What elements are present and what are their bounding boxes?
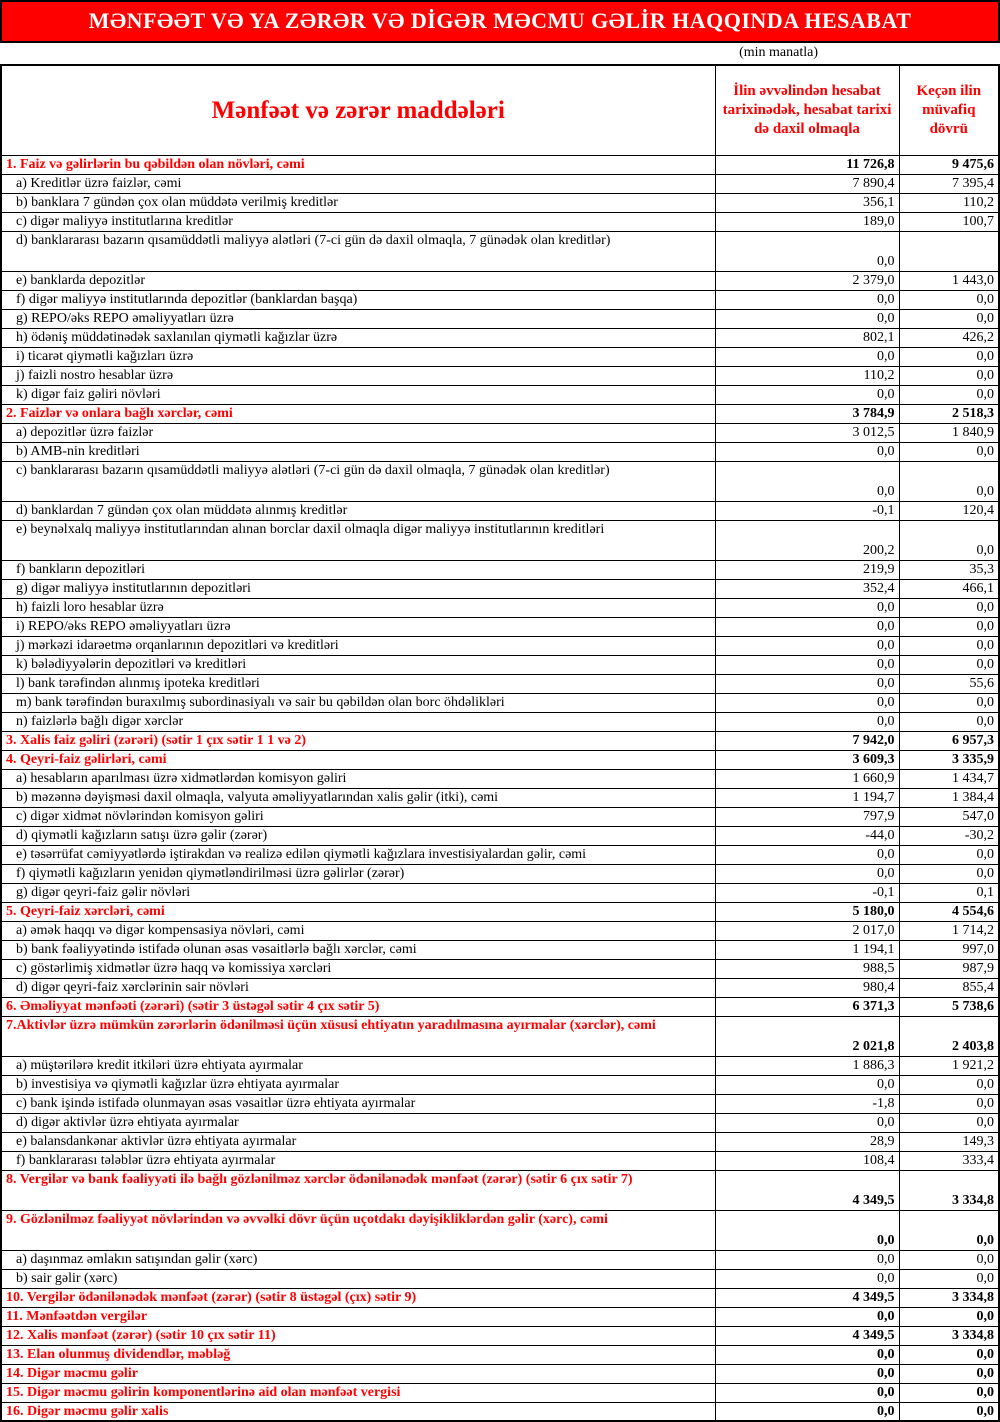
row-value-current-period: 219,9 (715, 560, 899, 579)
table-row (1, 290, 999, 309)
table-row (1, 347, 999, 366)
row-label: b) sair gəlir (xərc) (1, 1269, 715, 1288)
table-row (1, 174, 999, 193)
report-title: MƏNFƏƏT VƏ YA ZƏRƏR VƏ DİGƏR MƏCMU GƏLİR HAQQINDA HESABAT (0, 0, 1000, 43)
row-value-previous-period: 0,0 (899, 1075, 999, 1094)
table-row (1, 1383, 999, 1402)
table-row (1, 940, 999, 959)
table-row (1, 155, 999, 174)
row-label: 6. Əməliyyat mənfəəti (zərəri) (sətir 3 üstəgəl sətir 4 çıx sətir 5) (1, 997, 715, 1016)
table-row (1, 921, 999, 940)
row-value-previous-period: 0,0 (899, 598, 999, 617)
row-value-current-period: 0,0 (715, 674, 899, 693)
table-row (1, 579, 999, 598)
row-value-previous-period: 0,0 (899, 1402, 999, 1421)
row-label: l) bank tərəfindən alınmış ipoteka kreditləri (1, 674, 715, 693)
current-period-column-header: İlin əvvəlindən hesabat tarixinədək, hesabat tarixi də daxil olmaqla (715, 65, 899, 155)
row-value-current-period: 28,9 (715, 1132, 899, 1151)
row-value-previous-period: 0,0 (899, 366, 999, 385)
row-value-current-period: 980,4 (715, 978, 899, 997)
row-value-current-period: 7 890,4 (715, 174, 899, 193)
row-value-previous-period: 997,0 (899, 940, 999, 959)
table-row (1, 712, 999, 731)
row-value-current-period: 0,0 (715, 1113, 899, 1132)
row-label: g) digər qeyri-faiz gəlir növləri (1, 883, 715, 902)
row-value-current-period: 0,0 (715, 1345, 899, 1364)
row-label: 15. Digər məcmu gəlirin komponentlərinə aid olan mənfəət vergisi (1, 1383, 715, 1402)
row-label: c) bank işində istifadə olunmayan əsas vəsaitlər üzrə ehtiyata ayırmalar (1, 1094, 715, 1113)
row-value-current-period: 4 349,5 (715, 1288, 899, 1307)
table-row (1, 461, 999, 501)
table-row (1, 1269, 999, 1288)
row-value-current-period: 1 660,9 (715, 769, 899, 788)
row-label: a) əmək haqqı və digər kompensasiya növləri, cəmi (1, 921, 715, 940)
table-row (1, 902, 999, 921)
table-row (1, 212, 999, 231)
row-value-previous-period: 110,2 (899, 193, 999, 212)
items-column-header: Mənfəət və zərər maddələri (1, 65, 715, 155)
table-row (1, 1402, 999, 1421)
row-value-previous-period: 0,0 (899, 636, 999, 655)
row-value-previous-period: 0,1 (899, 883, 999, 902)
report-table-body (1, 155, 999, 1421)
table-row (1, 883, 999, 902)
row-label: i) ticarət qiymətli kağızları üzrə (1, 347, 715, 366)
row-label: b) AMB-nin kreditləri (1, 442, 715, 461)
row-value-previous-period: 1 434,7 (899, 769, 999, 788)
row-value-current-period: 0,0 (715, 461, 899, 501)
row-value-previous-period: 0,0 (899, 1250, 999, 1269)
row-value-previous-period: 0,0 (899, 845, 999, 864)
row-value-current-period: 1 194,7 (715, 788, 899, 807)
row-value-current-period: 0,0 (715, 290, 899, 309)
row-label: 5. Qeyri-faiz xərcləri, cəmi (1, 902, 715, 921)
row-label: e) banklarda depozitlər (1, 271, 715, 290)
row-value-current-period: 797,9 (715, 807, 899, 826)
row-value-current-period: 0,0 (715, 1075, 899, 1094)
row-value-current-period: 0,0 (715, 1269, 899, 1288)
row-value-current-period: 0,0 (715, 1402, 899, 1421)
table-row (1, 423, 999, 442)
table-row (1, 309, 999, 328)
row-value-current-period: 0,0 (715, 347, 899, 366)
row-value-current-period: 0,0 (715, 617, 899, 636)
row-value-previous-period: 4 554,6 (899, 902, 999, 921)
row-value-previous-period: 0,0 (899, 1345, 999, 1364)
row-label: h) ödəniş müddətinədək saxlanılan qiymətli kağızlar üzrə (1, 328, 715, 347)
row-label: b) bank fəaliyyətində istifadə olunan əsas vəsaitlərlə bağlı xərclər, cəmi (1, 940, 715, 959)
row-value-current-period: 3 784,9 (715, 404, 899, 423)
row-value-previous-period: 35,3 (899, 560, 999, 579)
table-row (1, 1113, 999, 1132)
row-label: h) faizli loro hesablar üzrə (1, 598, 715, 617)
row-label: j) mərkəzi idarəetmə orqanlarının depozitləri və kreditləri (1, 636, 715, 655)
row-label: m) bank tərəfindən buraxılmış subordinasiyalı və sair bu qəbildən olan borc öhdəlikləri (1, 693, 715, 712)
row-value-previous-period: 0,0 (899, 385, 999, 404)
row-label: n) faizlərlə bağlı digər xərclər (1, 712, 715, 731)
table-row (1, 1210, 999, 1250)
table-row (1, 560, 999, 579)
row-label: a) hesabların aparılması üzrə xidmətlərdən komisyon gəliri (1, 769, 715, 788)
row-value-current-period: 110,2 (715, 366, 899, 385)
row-value-previous-period: 2 403,8 (899, 1016, 999, 1056)
table-row (1, 674, 999, 693)
row-label: c) digər xidmət növlərindən komisyon gəliri (1, 807, 715, 826)
table-row (1, 769, 999, 788)
row-value-previous-period: 0,0 (899, 347, 999, 366)
row-value-current-period: 0,0 (715, 309, 899, 328)
table-row (1, 845, 999, 864)
row-label: 1. Faiz və gəlirlərin bu qəbildən olan növləri, cəmi (1, 155, 715, 174)
row-value-current-period: 0,0 (715, 385, 899, 404)
row-value-previous-period: 0,0 (899, 1307, 999, 1326)
row-value-previous-period: 855,4 (899, 978, 999, 997)
row-value-current-period: 2 379,0 (715, 271, 899, 290)
unit-note: (min manatla) (739, 45, 818, 60)
table-row (1, 959, 999, 978)
row-value-previous-period: 0,0 (899, 655, 999, 674)
row-value-current-period: 4 349,5 (715, 1170, 899, 1210)
row-value-current-period: 0,0 (715, 712, 899, 731)
row-value-current-period: 4 349,5 (715, 1326, 899, 1345)
table-row (1, 1345, 999, 1364)
table-row (1, 520, 999, 560)
row-value-previous-period: 333,4 (899, 1151, 999, 1170)
row-value-current-period: 108,4 (715, 1151, 899, 1170)
row-value-current-period: 2 017,0 (715, 921, 899, 940)
table-row (1, 598, 999, 617)
row-label: d) banklararası bazarın qısamüddətli maliyyə alətləri (7-ci gün də daxil olmaqla, 7 günədək olan kreditlər) (1, 231, 715, 271)
row-value-previous-period: 1 714,2 (899, 921, 999, 940)
row-value-current-period: 1 886,3 (715, 1056, 899, 1075)
table-row (1, 693, 999, 712)
row-value-previous-period: 2 518,3 (899, 404, 999, 423)
row-label: 4. Qeyri-faiz gəlirləri, cəmi (1, 750, 715, 769)
report-table (0, 64, 1000, 1422)
row-value-previous-period: 1 921,2 (899, 1056, 999, 1075)
row-value-current-period: 0,0 (715, 636, 899, 655)
row-value-previous-period: 6 957,3 (899, 731, 999, 750)
table-row (1, 997, 999, 1016)
table-row (1, 271, 999, 290)
row-label: 3. Xalis faiz gəliri (zərəri) (sətir 1 çıx sətir 1 1 və 2) (1, 731, 715, 750)
row-label: 11. Mənfəətdən vergilər (1, 1307, 715, 1326)
row-value-current-period: 0,0 (715, 442, 899, 461)
row-value-current-period: 0,0 (715, 655, 899, 674)
row-value-previous-period: 55,6 (899, 674, 999, 693)
row-label: k) digər faiz gəliri növləri (1, 385, 715, 404)
row-value-previous-period: 5 738,6 (899, 997, 999, 1016)
row-value-current-period: -0,1 (715, 501, 899, 520)
row-value-previous-period: 0,0 (899, 461, 999, 501)
table-row (1, 366, 999, 385)
row-value-current-period: 3 012,5 (715, 423, 899, 442)
table-row (1, 750, 999, 769)
row-value-current-period: 11 726,8 (715, 155, 899, 174)
row-value-previous-period: 0,0 (899, 1210, 999, 1250)
row-label: e) təsərrüfat cəmiyyətlərdə iştirakdan və realizə edilən qiymətli kağızlara investisiyalardan gəlir, cəmi (1, 845, 715, 864)
row-label: e) beynəlxalq maliyyə institutlarından alınan borclar daxil olmaqla digər maliyyə institutlarının kreditləri (1, 520, 715, 560)
row-value-previous-period: 149,3 (899, 1132, 999, 1151)
table-row (1, 636, 999, 655)
row-label: 2. Faizlər və onlara bağlı xərclər, cəmi (1, 404, 715, 423)
table-row (1, 978, 999, 997)
row-label: f) bankların depozitləri (1, 560, 715, 579)
row-label: f) digər maliyyə institutlarında depozitlər (banklardan başqa) (1, 290, 715, 309)
table-row (1, 1075, 999, 1094)
row-value-previous-period: 9 475,6 (899, 155, 999, 174)
row-value-previous-period: 7 395,4 (899, 174, 999, 193)
table-row (1, 193, 999, 212)
row-label: i) REPO/əks REPO əməliyyatları üzrə (1, 617, 715, 636)
row-label: g) REPO/əks REPO əməliyyatları üzrə (1, 309, 715, 328)
table-row (1, 1288, 999, 1307)
row-label: j) faizli nostro hesablar üzrə (1, 366, 715, 385)
row-label: f) qiymətli kağızların yenidən qiymətləndirilməsi üzrə gəlirlər (zərər) (1, 864, 715, 883)
row-value-previous-period: 3 334,8 (899, 1326, 999, 1345)
table-row (1, 1132, 999, 1151)
row-value-current-period: 0,0 (715, 598, 899, 617)
table-row (1, 404, 999, 423)
row-value-previous-period: 120,4 (899, 501, 999, 520)
table-header-row (1, 65, 999, 155)
row-value-current-period: 5 180,0 (715, 902, 899, 921)
row-label: a) depozitlər üzrə faizlər (1, 423, 715, 442)
row-value-current-period: 0,0 (715, 1307, 899, 1326)
row-label: f) banklararası tələblər üzrə ehtiyata ayırmalar (1, 1151, 715, 1170)
row-value-current-period: 7 942,0 (715, 731, 899, 750)
row-value-previous-period: 466,1 (899, 579, 999, 598)
row-label: d) digər qeyri-faiz xərclərinin sair növləri (1, 978, 715, 997)
row-value-current-period: 6 371,3 (715, 997, 899, 1016)
row-label: 9. Gözlənilməz fəaliyyət növlərindən və əvvəlki dövr üçün uçotdakı dəyişikliklərdən gəlir (xərc), cəmi (1, 1210, 715, 1250)
row-label: e) balansdankənar aktivlər üzrə ehtiyata ayırmalar (1, 1132, 715, 1151)
table-row (1, 788, 999, 807)
row-value-previous-period: 3 334,8 (899, 1288, 999, 1307)
row-value-previous-period: 0,0 (899, 693, 999, 712)
row-value-current-period: 200,2 (715, 520, 899, 560)
row-value-previous-period: 1 443,0 (899, 271, 999, 290)
row-value-current-period: 3 609,3 (715, 750, 899, 769)
row-label: b) banklara 7 gündən çox olan müddətə verilmiş kreditlər (1, 193, 715, 212)
row-value-previous-period: 0,0 (899, 864, 999, 883)
row-value-previous-period: 0,0 (899, 1364, 999, 1383)
table-row (1, 1151, 999, 1170)
table-row (1, 1170, 999, 1210)
table-row (1, 1094, 999, 1113)
previous-period-column-header: Keçən ilin müvafiq dövrü (899, 65, 999, 155)
row-value-current-period: 0,0 (715, 1250, 899, 1269)
row-value-previous-period: 426,2 (899, 328, 999, 347)
row-label: d) digər aktivlər üzrə ehtiyata ayırmalar (1, 1113, 715, 1132)
row-value-current-period: 0,0 (715, 1364, 899, 1383)
row-label: c) digər maliyyə institutlarına kreditlər (1, 212, 715, 231)
row-value-current-period: 0,0 (715, 1210, 899, 1250)
row-value-previous-period: -30,2 (899, 826, 999, 845)
row-value-current-period: 988,5 (715, 959, 899, 978)
row-value-current-period: 1 194,1 (715, 940, 899, 959)
row-value-previous-period: 0,0 (899, 1113, 999, 1132)
row-value-current-period: 0,0 (715, 845, 899, 864)
table-row (1, 1016, 999, 1056)
row-label: d) banklardan 7 gündən çox olan müddətə alınmış kreditlər (1, 501, 715, 520)
row-value-previous-period: 987,9 (899, 959, 999, 978)
row-value-previous-period: 1 840,9 (899, 423, 999, 442)
table-row (1, 442, 999, 461)
row-value-current-period: 0,0 (715, 864, 899, 883)
row-value-previous-period: 0,0 (899, 520, 999, 560)
row-value-previous-period: 0,0 (899, 1269, 999, 1288)
table-row (1, 617, 999, 636)
row-value-current-period: 0,0 (715, 693, 899, 712)
row-value-previous-period: 0,0 (899, 442, 999, 461)
row-value-previous-period: 547,0 (899, 807, 999, 826)
row-label: 12. Xalis mənfəət (zərər) (sətir 10 çıx sətir 11) (1, 1326, 715, 1345)
row-label: g) digər maliyyə institutlarının depozitləri (1, 579, 715, 598)
row-label: 13. Elan olunmuş dividendlər, məbləğ (1, 1345, 715, 1364)
row-label: k) bələdiyyələrin depozitləri və kreditləri (1, 655, 715, 674)
table-row (1, 731, 999, 750)
row-value-previous-period: 0,0 (899, 1094, 999, 1113)
row-value-previous-period: 0,0 (899, 1383, 999, 1402)
row-value-current-period: 2 021,8 (715, 1016, 899, 1056)
table-row (1, 1307, 999, 1326)
row-value-previous-period: 0,0 (899, 712, 999, 731)
row-label: c) banklararası bazarın qısamüddətli maliyyə alətləri (7-ci gün də daxil olmaqla, 7 günədək olan kreditlər) (1, 461, 715, 501)
row-label: 16. Digər məcmu gəlir xalis (1, 1402, 715, 1421)
row-value-previous-period (899, 231, 999, 271)
table-row (1, 807, 999, 826)
table-row (1, 1364, 999, 1383)
row-value-previous-period: 0,0 (899, 617, 999, 636)
table-row (1, 1056, 999, 1075)
row-value-current-period: -44,0 (715, 826, 899, 845)
row-value-current-period: 0,0 (715, 231, 899, 271)
row-value-current-period: -0,1 (715, 883, 899, 902)
row-value-current-period: 0,0 (715, 1383, 899, 1402)
row-label: b) investisiya və qiymətli kağızlar üzrə ehtiyata ayırmalar (1, 1075, 715, 1094)
row-value-previous-period: 100,7 (899, 212, 999, 231)
row-label: b) məzənnə dəyişməsi daxil olmaqla, valyuta əməliyyatlarından xalis gəlir (itki), cəmi (1, 788, 715, 807)
table-row (1, 231, 999, 271)
row-label: 8. Vergilər və bank fəaliyyəti ilə bağlı gözlənilməz xərclər ödənilənədək mənfəət (zərər) (sətir 6 çıx sətir 7) (1, 1170, 715, 1210)
row-value-current-period: 356,1 (715, 193, 899, 212)
row-value-previous-period: 0,0 (899, 290, 999, 309)
row-value-previous-period: 1 384,4 (899, 788, 999, 807)
row-label: d) qiymətli kağızların satışı üzrə gəlir (zərər) (1, 826, 715, 845)
row-value-current-period: -1,8 (715, 1094, 899, 1113)
row-value-previous-period: 3 334,8 (899, 1170, 999, 1210)
table-row (1, 655, 999, 674)
row-value-previous-period: 3 335,9 (899, 750, 999, 769)
row-label: 10. Vergilər ödənilənədək mənfəət (zərər) (sətir 8 üstəgəl (çıx) sətir 9) (1, 1288, 715, 1307)
row-label: a) müştərilərə kredit itkiləri üzrə ehtiyata ayırmalar (1, 1056, 715, 1075)
row-value-current-period: 802,1 (715, 328, 899, 347)
row-value-previous-period: 0,0 (899, 309, 999, 328)
table-row (1, 864, 999, 883)
table-row (1, 385, 999, 404)
table-row (1, 1250, 999, 1269)
table-row (1, 826, 999, 845)
table-row (1, 328, 999, 347)
row-value-current-period: 189,0 (715, 212, 899, 231)
row-label: c) göstərlimiş xidmətlər üzrə haqq və komissiya xərcləri (1, 959, 715, 978)
row-label: a) Kreditlər üzrə faizlər, cəmi (1, 174, 715, 193)
row-label: a) daşınmaz əmlakın satışından gəlir (xərc) (1, 1250, 715, 1269)
table-row (1, 1326, 999, 1345)
row-value-current-period: 352,4 (715, 579, 899, 598)
table-row (1, 501, 999, 520)
row-label: 7.Aktivlər üzrə mümkün zərərlərin ödənilməsi üçün xüsusi ehtiyatın yaradılmasına ayırmalar (xərclər), cəmi (1, 1016, 715, 1056)
row-label: 14. Digər məcmu gəlir (1, 1364, 715, 1383)
